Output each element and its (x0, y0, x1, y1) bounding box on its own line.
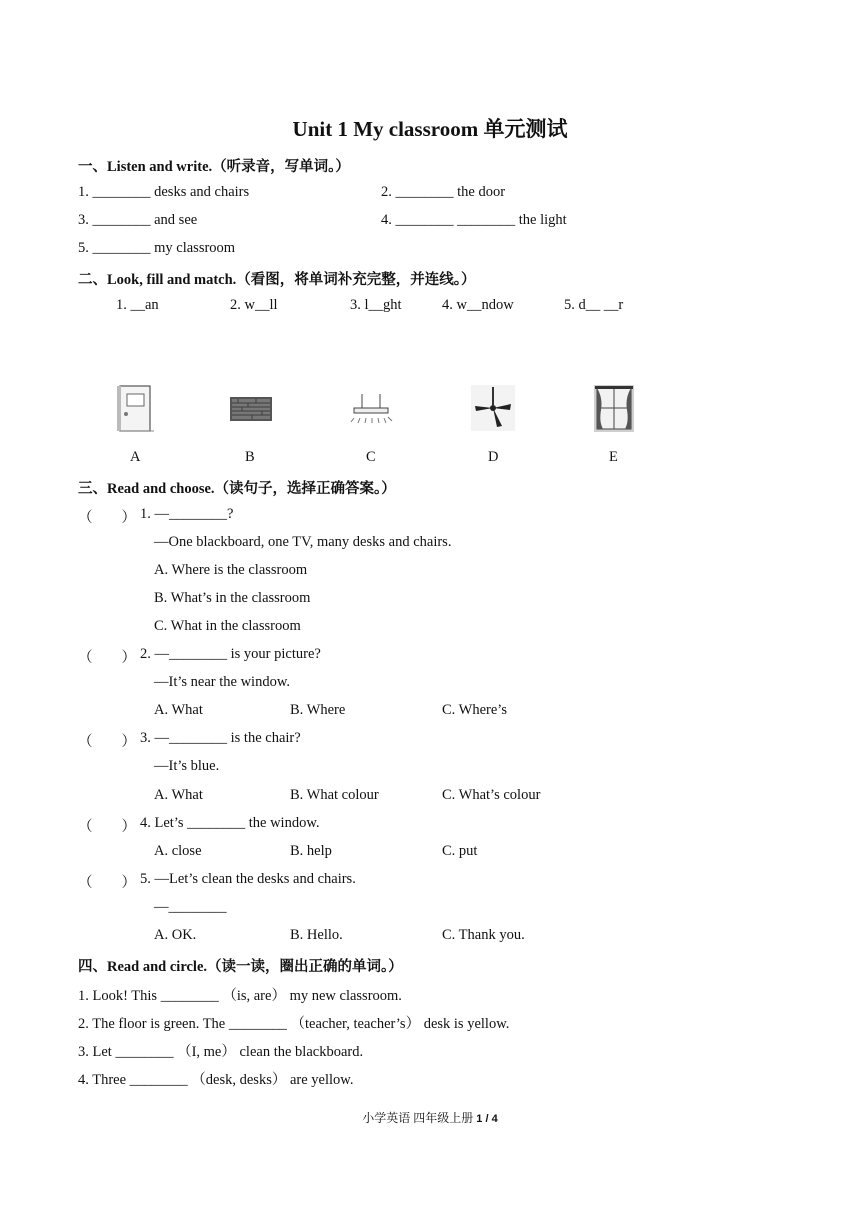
circle-item-2: 2. The floor is green. The ________ （teacher, teacher’s） desk is yellow. (78, 1016, 510, 1032)
listen-item-3: 3. ________ and see (78, 212, 198, 228)
listen-item-5: 5. ________ my classroom (78, 240, 236, 256)
fill-word-4: 4. w__ndow (442, 297, 514, 313)
question-5-answer: —________ (154, 899, 227, 915)
question-4-option-c: C. put (442, 843, 478, 859)
fill-word-2: 2. w__ll (230, 297, 278, 313)
question-2-answer: —It’s near the window. (154, 674, 290, 690)
section-1-heading: 一、Listen and write.（听录音，写单词。） (78, 159, 350, 175)
picture-label-e: E (609, 449, 618, 465)
question-2-option-b: B. Where (290, 702, 346, 718)
question-5-option-a: A. OK. (154, 927, 197, 943)
question-1-option-c: C. What in the classroom (154, 618, 301, 634)
question-1-answer: —One blackboard, one TV, many desks and chairs. (154, 534, 452, 550)
window-picture (592, 384, 638, 434)
answer-bracket: （ ） (78, 819, 136, 835)
circle-item-4: 4. Three ________ （desk, desks） are yellow. (78, 1072, 354, 1088)
question-3-option-a: A. What (154, 787, 203, 803)
question-1-option-a: A. Where is the classroom (154, 562, 308, 578)
question-2-stem: 2. —________ is your picture? (140, 646, 321, 662)
question-5-option-b: B. Hello. (290, 927, 343, 943)
answer-bracket: （ ） (78, 875, 136, 891)
answer-bracket: （ ） (78, 510, 136, 526)
question-1-stem: 1. —________? (140, 506, 234, 522)
circle-item-3: 3. Let ________ （I, me） clean the blackboard. (78, 1044, 364, 1060)
fill-word-3: 3. l__ght (350, 297, 402, 313)
picture-label-b: B (245, 449, 255, 465)
question-3-option-b: B. What colour (290, 787, 379, 803)
section-4-heading: 四、Read and circle.（读一读，圈出正确的单词。） (78, 959, 403, 975)
listen-item-1: 1. ________ desks and chairs (78, 184, 250, 200)
question-3-option-c: C. What’s colour (442, 787, 541, 803)
listen-item-2: 2. ________ the door (381, 184, 506, 200)
page-footer (0, 1109, 860, 1126)
answer-bracket: （ ） (78, 650, 136, 666)
question-5-option-c: C. Thank you. (442, 927, 525, 943)
light-picture (348, 384, 394, 434)
question-1-option-b: B. What’s in the classroom (154, 590, 311, 606)
fan-picture (470, 384, 516, 434)
section-2-heading: 二、Look, fill and match.（看图，将单词补充完整，并连线。） (78, 272, 476, 288)
page-number: 1 / 4 (476, 1113, 498, 1125)
fill-word-1: 1. __an (116, 297, 159, 313)
question-4-option-b: B. help (290, 843, 332, 859)
picture-label-a: A (130, 449, 141, 465)
door-picture (114, 384, 160, 434)
question-4-option-a: A. close (154, 843, 202, 859)
picture-label-c: C (366, 449, 376, 465)
picture-label-d: D (488, 449, 499, 465)
listen-item-4: 4. ________ ________ the light (381, 212, 567, 228)
page-title: Unit 1 My classroom 单元测试 (292, 117, 568, 141)
question-5-stem: 5. —Let’s clean the desks and chairs. (140, 871, 356, 887)
question-2-option-a: A. What (154, 702, 203, 718)
question-4-stem: 4. Let’s ________ the window. (140, 815, 320, 831)
answer-bracket: （ ） (78, 734, 136, 750)
question-2-option-c: C. Where’s (442, 702, 507, 718)
footer-text: 小学英语 四年级上册 (362, 1111, 477, 1125)
question-3-stem: 3. —________ is the chair? (140, 730, 301, 746)
circle-item-1: 1. Look! This ________ （is, are） my new classroom. (78, 988, 402, 1004)
section-3-heading: 三、Read and choose.（读句子，选择正确答案。） (78, 481, 396, 497)
fill-word-5: 5. d__ __r (564, 297, 624, 313)
wall-picture (228, 384, 274, 434)
question-3-answer: —It’s blue. (154, 758, 220, 774)
